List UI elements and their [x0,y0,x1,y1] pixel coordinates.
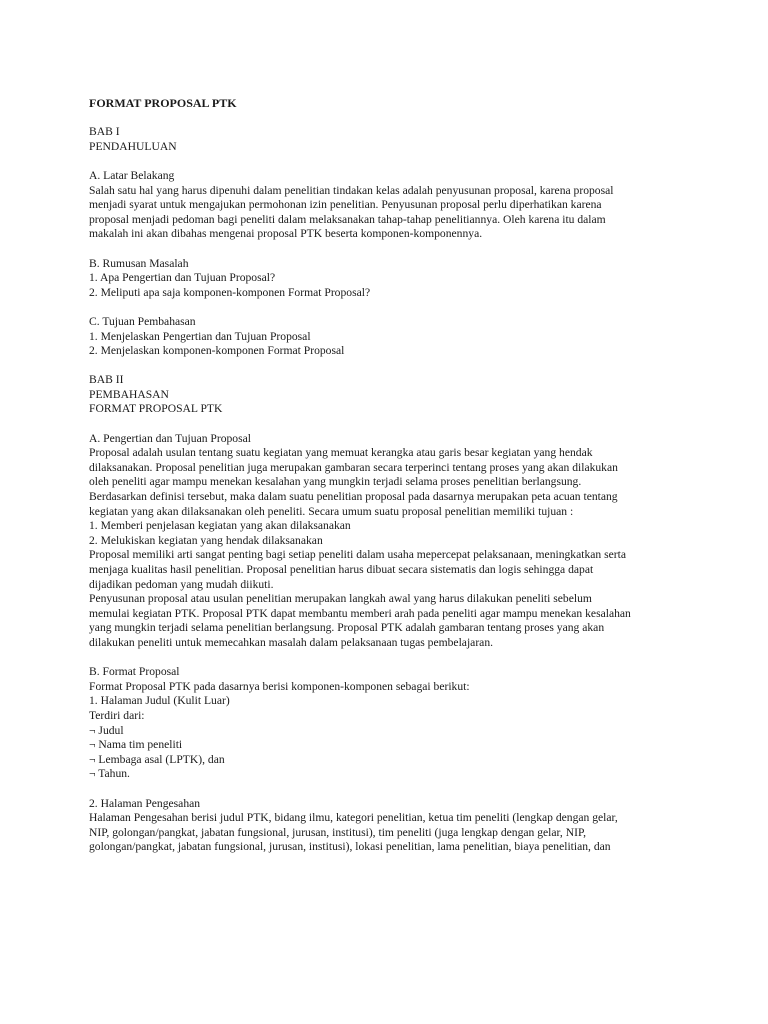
paragraph-line: memulai kegiatan PTK. Proposal PTK dapat membantu memberi arah pada peneliti agar mampu menekan kesalahan [89,606,631,620]
paragraph-line: Proposal memiliki arti sangat penting bagi setiap peneliti dalam usaha mepercepat pelaksanaan, meningkatkan serta [89,548,626,562]
paragraph-line: Proposal adalah usulan tentang suatu kegiatan yang memuat kerangka atau garis besar kegiatan yang hendak [89,446,593,460]
paragraph-line: Penyusunan proposal atau usulan penelitian merupakan langkah awal yang harus dilakukan peneliti sebelum [89,592,592,606]
bullet-item: ¬ Nama tim peneliti [89,738,183,752]
paragraph-line: NIP, golongan/pangkat, jabatan fungsional, jurusan, institusi), tim peneliti (juga lengkap dengan gelar, NIP, [89,825,587,839]
section-rumusan-masalah [89,257,729,301]
paragraph-line: Format Proposal PTK pada dasarnya berisi komponen-komponen sebagai berikut: [89,679,470,693]
paragraph-line: menjadi syarat untuk mengajukan permohonan izin penelitian. Penyusunan proposal perlu diperhatikan karena [89,198,602,212]
paragraph-line: golongan/pangkat, jabatan fungsional, jurusan, institusi), lokasi penelitian, lama penelitian, biaya penelitian, dan [89,840,611,854]
section-heading: B. Format Proposal [89,665,180,679]
section-heading: A. Pengertian dan Tujuan Proposal [89,431,251,445]
list-item: 2. Menjelaskan komponen-komponen Format Proposal [89,344,345,358]
bab2-subtitle: FORMAT PROPOSAL PTK [89,402,223,416]
section-format-proposal [89,665,729,782]
paragraph-line: dilaksanakan. Proposal penelitian juga merupakan gambaran secara terperinci tentang proses yang akan dilakukan [89,460,618,474]
paragraph-line: Berdasarkan definisi tersebut, maka dalam suatu penelitian proposal pada dasarnya merupakan peta acuan tentang [89,490,618,504]
bab1-header [89,125,729,154]
paragraph-line: kegiatan yang akan dilaksanakan oleh peneliti. Secara umum suatu proposal penelitian memiliki tujuan : [89,504,574,518]
section-heading: B. Rumusan Masalah [89,256,189,270]
document-page [89,96,729,869]
bab1-name: PENDAHULUAN [89,139,177,153]
section-heading: 2. Halaman Pengesahan [89,796,201,810]
list-item: 1. Menjelaskan Pengertian dan Tujuan Proposal [89,329,311,343]
paragraph-line: dijadikan pedoman yang mudah diikuti. [89,577,274,591]
section-heading: C. Tujuan Pembahasan [89,314,196,328]
paragraph-line: makalah ini akan dibahas mengenai proposal PTK beserta komponen-komponennya. [89,227,483,241]
list-item: 2. Meliputi apa saja komponen-komponen Format Proposal? [89,285,371,299]
document-title: FORMAT PROPOSAL PTK [89,96,237,110]
bab2-header [89,373,729,417]
bullet-item: ¬ Judul [89,723,124,737]
bab1-label: BAB I [89,125,120,139]
paragraph-line: Halaman Pengesahan berisi judul PTK, bidang ilmu, kategori penelitian, ketua tim peneliti (lengkap dengan gelar, [89,811,618,825]
list-item: 1. Memberi penjelasan kegiatan yang akan dilaksanakan [89,519,351,533]
bullet-item: ¬ Lembaga asal (LPTK), dan [89,752,225,766]
paragraph-line: yang mungkin terjadi selama penelitian berlangsung. Proposal PTK adalah gambaran tentang proses yang akan [89,621,605,635]
section-heading: A. Latar Belakang [89,168,175,182]
paragraph-line: oleh peneliti agar mampu menekan kesalahan yang mungkin terjadi selama proses penelitian berlangsung. [89,475,582,489]
section-latar-belakang [89,169,729,242]
paragraph-line: Salah satu hal yang harus dipenuhi dalam penelitian tindakan kelas adalah penyusunan proposal, karena proposal [89,183,614,197]
bab2-label: BAB II [89,373,124,387]
section-halaman-pengesahan [89,797,729,855]
paragraph-line: menjaga kualitas hasil penelitian. Proposal penelitian harus dibuat secara sistematis dan logis sehingga dapat [89,563,594,576]
section-pengertian-tujuan [89,432,729,651]
paragraph-line: proposal menjadi pedoman bagi peneliti dalam melaksanakan tahap-tahap penelitiannya. Oleh karena itu dalam [89,212,606,226]
bullet-item: ¬ Tahun. [89,767,130,781]
bab2-name: PEMBAHASAN [89,387,169,401]
paragraph-line: dilakukan peneliti untuk memecahkan masalah dalam pelaksanaan tugas pembelajaran. [89,635,494,649]
section-tujuan-pembahasan [89,315,729,359]
list-item: 2. Melukiskan kegiatan yang hendak dilaksanakan [89,533,323,547]
list-item: 1. Halaman Judul (Kulit Luar) [89,694,230,708]
paragraph-line: Terdiri dari: [89,708,145,722]
list-item: 1. Apa Pengertian dan Tujuan Proposal? [89,271,276,285]
